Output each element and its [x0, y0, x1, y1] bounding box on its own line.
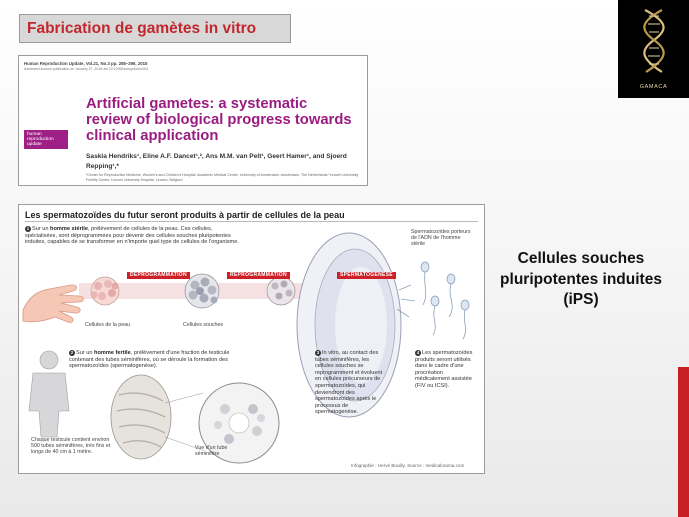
step1-text [25, 226, 245, 246]
step-number: 4 [416, 350, 420, 355]
accept-line: Advanced Access publication on January 27, 2015 doi:10.1093/humupd/dmv001 [24, 67, 149, 71]
tag-reprogrammation: REPROGRAMMATION [227, 272, 290, 279]
article-authors: Saskia Hendriks¹, Eline A.F. Dancet¹,², Ans M.M. van Pelt¹, Geert Hamer¹, and Sjoerd Repping¹,* [86, 153, 347, 170]
step2-text [69, 350, 237, 370]
journal-tag-line: reproduction [27, 137, 54, 142]
article-title: Artificial gametes: a systematic review of biological progress towards clinical application [86, 96, 352, 144]
slide-title: Fabrication de gamètes in vitro [27, 20, 257, 37]
journal-tag-line: human [27, 132, 42, 137]
tag-deprogrammation: DÉPROGRAMMATION [127, 272, 190, 279]
label-testicle: Chaque testicule contient environ 500 tubes séminifères, très fins et longs de 40 cm à 1 mètre. [31, 437, 111, 455]
infographic-credit: Infographie : Hervé Bouilly. Source : medicalorama.com [351, 463, 465, 468]
step3-text [315, 350, 385, 416]
journal-tag-line: update [27, 142, 42, 147]
slide-title-box [19, 14, 291, 43]
label-sperm-top: Spermatozoïdes porteurs de l'ADN de l'homme stérile [411, 229, 471, 247]
dna-helix-icon [618, 0, 689, 84]
journal-tag [24, 130, 68, 149]
hand-illustration [23, 285, 84, 323]
skin-cells-cluster [91, 277, 120, 305]
label-skin-cells: Cellules de la peau [85, 322, 131, 328]
step1-body: Sur un homme stérile, prélèvement de cellules de la peau. Ces cellules, spécialisées, sont déprogrammées pour devenir des cellules souches pluripotentes induites, capables de se transformer en n'importe quel type de cellules de l'organisme. [25, 226, 239, 246]
label-tube: Vue d'un tube séminifère [195, 445, 228, 457]
accent-bar [678, 367, 689, 517]
article-affiliation: ¹Center for Reproductive Medicine, Women's and Children's Hospital, Academic Medical Center, University of Amsterdam, Amsterdam, The Netherlands ²Leuven University Fertility Center, Leuven University Hospital, Leuven, Belgium [86, 173, 359, 182]
step-number: 2 [70, 350, 74, 355]
bold-phrase: homme stérile [50, 226, 88, 232]
testicle-section [111, 375, 171, 459]
gamaca-logo [618, 0, 689, 98]
body-silhouette [29, 351, 69, 437]
side-text: Cellules souches pluripotentes induites (iPS) [500, 250, 662, 308]
paper-excerpt [18, 55, 368, 186]
step4-text [415, 350, 479, 390]
sperm-cells [397, 262, 469, 339]
step-number: 1 [26, 226, 30, 231]
step4-body: Les spermatozoïdes produits seront utilisés dans le cadre d'une procréation médicalement assistée (FIV ou ICSI). [415, 350, 473, 389]
precursor-cells [267, 277, 295, 305]
journal-line: Human Reproduction Update, Vol.21, No.3 pp. 285–296, 2015 [24, 61, 148, 66]
bold-phrase: homme fertile [94, 350, 131, 356]
step2-body: Sur un homme fertile, prélèvement d'une fraction de testicule contenant des tubes séminifères, où se déroule la formation des spermatozoïdes (spermatogenèse). [69, 350, 230, 370]
tag-spermatogenese: SPERMATOGENÈSE [337, 272, 396, 279]
stem-cells-cluster [185, 274, 219, 308]
infographic [18, 204, 485, 474]
step3-body: In vitro, au contact des tubes séminifères, les cellules souches se reprogramment et évoluent en cellules précurseurs de spermatozoïdes, qui deviendront des spermatozoïdes après le processus de spermatogenèse. [315, 350, 383, 416]
label-stem-cells: Cellules souches [183, 322, 224, 328]
infographic-headline: Les spermatozoïdes du futur seront produits à partir de cellules de la peau [25, 210, 345, 220]
step-number: 3 [316, 350, 320, 355]
logo-label: GAMACA [639, 84, 668, 90]
